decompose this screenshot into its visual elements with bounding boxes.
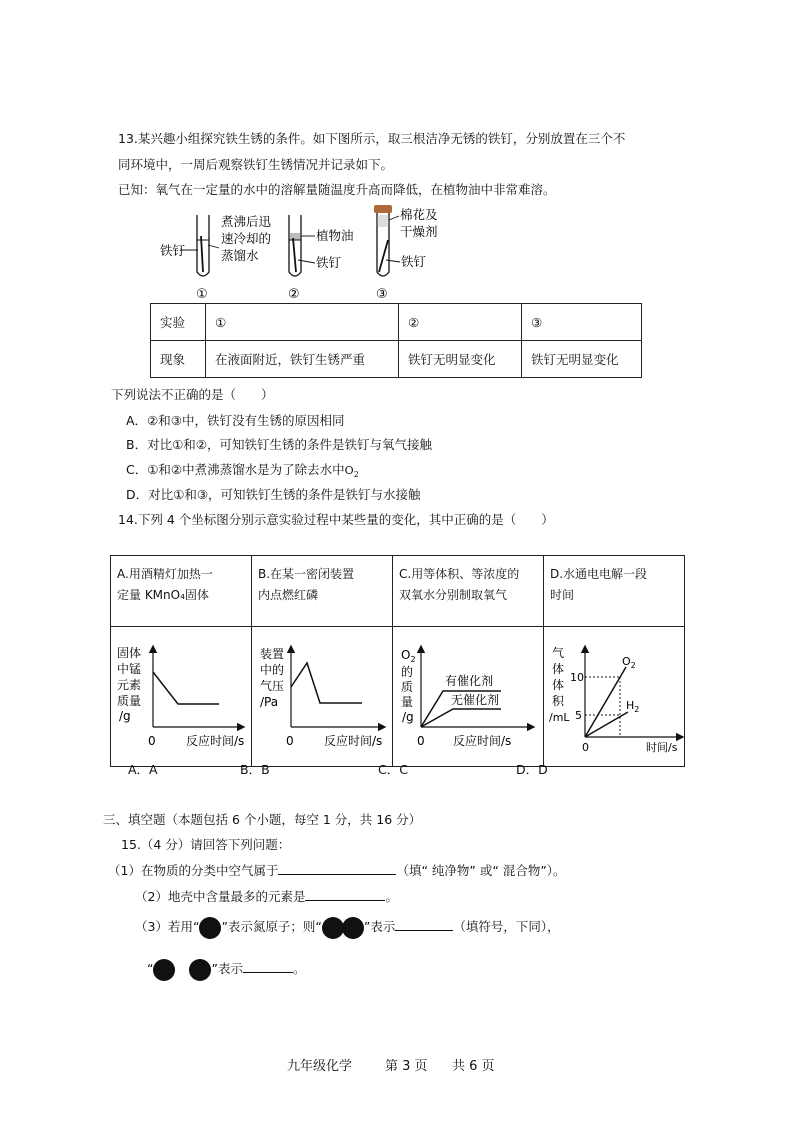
series-line-h2 — [585, 712, 628, 737]
q14-chart-table — [110, 555, 685, 767]
q14-answer-b: B．B — [240, 762, 270, 777]
y-label: 固体 — [117, 646, 142, 660]
answer-blank[interactable] — [305, 888, 385, 901]
q13-known: 已知：氧气在一定量的水中的溶解量随温度升高而降低，在植物油中非常难溶。 — [118, 182, 556, 197]
fig-cotton-line2: 干燥剂 — [400, 224, 438, 239]
table-cell: ③ — [522, 304, 642, 341]
table-row — [151, 304, 642, 341]
test-tube-2 — [289, 215, 315, 276]
footer-page: 第 3 页 — [385, 1059, 428, 1074]
footer-total: 共 6 页 — [452, 1059, 495, 1074]
q14-answer-d: D．D — [516, 762, 548, 777]
series-label-catalyst: 有催化剂 — [445, 674, 494, 688]
fig-oil-label: 植物油 — [316, 228, 354, 243]
series-line — [291, 663, 362, 703]
fig-nail-label-2: 铁钉 — [316, 255, 342, 270]
nitrogen-atom-icon — [189, 959, 211, 981]
footer-subject: 九年级化学 — [287, 1059, 353, 1074]
test-tube-figure — [150, 200, 450, 302]
y-label: /g — [402, 710, 414, 724]
q13-prompt: 下列说法不正确的是（ ） — [111, 387, 274, 402]
chart-d-cell — [544, 627, 685, 767]
fig-num-3: ③ — [376, 287, 388, 302]
fig-water-line1: 煮沸后迅 — [221, 214, 272, 229]
test-tube-1 — [180, 215, 219, 276]
section-3-title: 三、填空题（本题包括 6 个小题，每空 1 分，共 16 分） — [103, 812, 422, 827]
fig-water-line3: 蒸馏水 — [221, 248, 259, 263]
test-tube-3 — [374, 205, 400, 276]
q14-answer-c: C．C — [378, 762, 408, 777]
q13-stem-line2: 同环境中，一周后观察铁钉生锈情况并记录如下。 — [118, 157, 394, 172]
fig-cotton-line1: 棉花及 — [400, 207, 438, 222]
y-label: 的 — [401, 665, 414, 679]
chart-a — [111, 627, 251, 763]
chart-d — [544, 627, 684, 763]
q15-part-1: （1）在物质的分类中空气属于 （填“ 纯净物” 或“ 混合物”）。 — [108, 863, 566, 878]
origin-label: 0 — [417, 734, 425, 748]
y-tick-label: 5 — [575, 709, 582, 722]
nitrogen-atom-icon — [322, 917, 344, 939]
q15-part-3: （3）若用“ ”表示氮原子；则“ ”表示 （填符号，下同）， — [135, 914, 560, 940]
x-label: 反应时间/s — [324, 734, 383, 748]
y-label: 体 — [552, 662, 565, 676]
nitrogen-atom-icon — [199, 917, 221, 939]
chart-a-cell — [111, 627, 252, 767]
y-label: 量 — [401, 695, 414, 709]
series-label-h2: $H_2$ — [626, 699, 640, 714]
y-label: 中的 — [260, 663, 285, 677]
fig-water-line2: 速冷却的 — [221, 231, 272, 246]
table-cell: ① — [206, 304, 399, 341]
y-label: /Pa — [260, 695, 279, 709]
table-cell: 实验 — [151, 304, 206, 341]
origin-label: 0 — [148, 734, 156, 748]
q13-option-a: A．②和③中，铁钉没有生锈的原因相同 — [126, 413, 345, 428]
table-row — [111, 556, 685, 627]
fig-nail-label-3: 铁钉 — [401, 254, 427, 269]
y-tick-label: 10 — [570, 671, 584, 684]
q15-stem: 15.（4 分）请回答下列问题： — [121, 837, 291, 852]
q13-result-table — [150, 303, 642, 378]
y-label: 气 — [552, 646, 565, 660]
chart-c-cell — [393, 627, 544, 767]
fig-num-1: ① — [196, 287, 208, 302]
series-label-no-catalyst: 无催化剂 — [451, 693, 500, 707]
y-label: 质量 — [117, 694, 142, 708]
origin-label: 0 — [582, 741, 589, 754]
nitrogen-atom-icon — [342, 917, 364, 939]
head-c: C.用等体积、等浓度的 双氧水分别制取氧气 — [393, 556, 544, 627]
head-d: D.水通电电解一段 时间 — [544, 556, 685, 627]
table-cell: 铁钉无明显变化 — [522, 341, 642, 378]
nitrogen-atom-icon — [153, 959, 175, 981]
y-label: /mL — [549, 711, 570, 724]
y-label: 质 — [401, 680, 414, 694]
x-label: 时间/s — [646, 741, 678, 754]
chart-b-cell — [252, 627, 393, 767]
answer-blank[interactable] — [278, 862, 396, 875]
q13-option-b: B．对比①和②，可知铁钉生锈的条件是铁钉与氧气接触 — [126, 437, 432, 452]
q13-option-d: D．对比①和③，可知铁钉生锈的条件是铁钉与水接触 — [126, 487, 421, 502]
y-label: 气压 — [260, 679, 285, 693]
table-row — [151, 341, 642, 378]
q14-answer-a: A．A — [128, 762, 158, 777]
o2-formula: $O_2$ — [344, 464, 359, 480]
table-cell: ② — [399, 304, 522, 341]
y-label: 中锰 — [117, 662, 142, 676]
fig-nail-label-1: 铁钉 — [160, 243, 186, 258]
y-label: 装置 — [260, 647, 285, 661]
table-cell: 铁钉无明显变化 — [399, 341, 522, 378]
q14-stem: 14.下列 4 个坐标图分别示意实验过程中某些量的变化，其中正确的是（ ） — [118, 512, 554, 527]
table-cell: 在液面附近，铁钉生锈严重 — [206, 341, 399, 378]
series-line — [153, 672, 219, 704]
fig-num-2: ② — [288, 287, 300, 302]
x-label: 反应时间/s — [453, 734, 512, 748]
y-label: $O_2$ — [401, 648, 416, 664]
y-label: 积 — [552, 694, 565, 708]
q13-option-c: C．①和②中煮沸蒸馏水是为了除去水中$O_2$ — [126, 462, 359, 480]
q15-part-2: （2）地壳中含量最多的元素是 。 — [135, 889, 398, 904]
chart-b — [252, 627, 392, 763]
answer-blank[interactable] — [243, 960, 293, 973]
q15-part-4: “ ”表示 。 — [147, 956, 305, 982]
table-cell: 现象 — [151, 341, 206, 378]
head-b: B.在某一密闭装置 内点燃红磷 — [252, 556, 393, 627]
q13-stem-line1: 13.某兴趣小组探究铁生锈的条件。如下图所示，取三根洁净无锈的铁钉，分别放置在三个不 — [118, 131, 626, 146]
origin-label: 0 — [286, 734, 294, 748]
y-label: /g — [119, 709, 131, 723]
answer-blank[interactable] — [395, 918, 453, 931]
series-line-no-catalyst — [421, 709, 501, 727]
series-label-o2: $O_2$ — [622, 655, 636, 670]
table-row — [111, 627, 685, 767]
y-label: 体 — [552, 678, 565, 692]
head-a: A.用酒精灯加热一 定量 KMnO₄固体 — [111, 556, 252, 627]
y-label: 元素 — [117, 678, 142, 692]
x-label: 反应时间/s — [186, 734, 245, 748]
chart-c — [393, 627, 543, 763]
